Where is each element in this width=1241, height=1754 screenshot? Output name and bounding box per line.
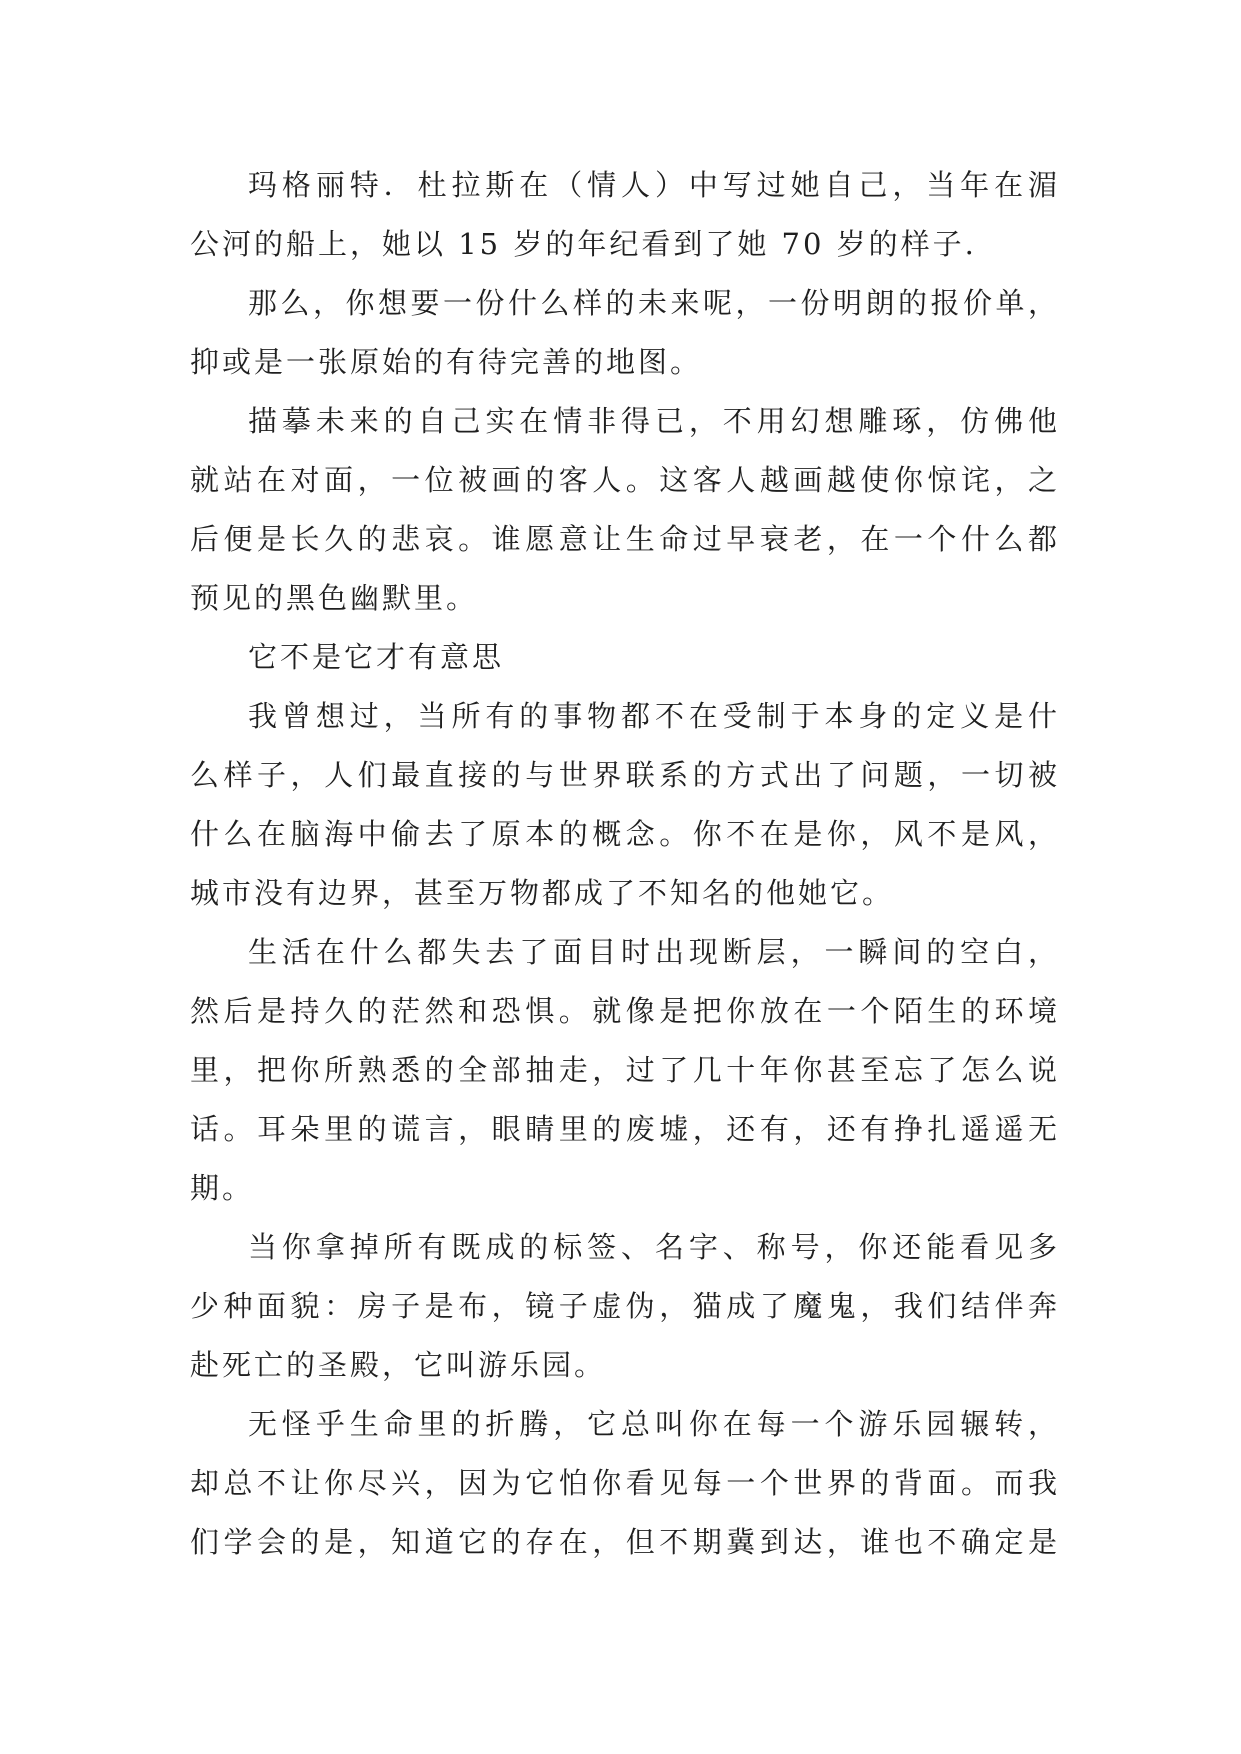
text-line: 少种面貌：房子是布，镜子虚伪，猫成了魔鬼，我们结伴奔 xyxy=(190,1289,1060,1323)
text-line: 后便是长久的悲哀。谁愿意让生命过早衰老，在一个什么都 xyxy=(190,522,1060,556)
text-line: 就站在对面，一位被画的客人。这客人越画越使你惊诧，之 xyxy=(190,463,1060,497)
text-line: 生活在什么都失去了面目时出现断层，一瞬间的空白， xyxy=(248,935,1060,969)
paragraph-3 xyxy=(190,392,1060,628)
text-line: 赴死亡的圣殿，它叫游乐园。 xyxy=(190,1348,607,1382)
text-line: 预见的黑色幽默里。 xyxy=(190,581,479,615)
text-line: 描摹未来的自己实在情非得已，不用幻想雕琢，仿佛他 xyxy=(248,404,1060,438)
text-line: 然后是持久的茫然和恐惧。就像是把你放在一个陌生的环境 xyxy=(190,994,1060,1028)
text-line: 无怪乎生命里的折腾，它总叫你在每一个游乐园辗转， xyxy=(248,1407,1060,1441)
paragraph-5 xyxy=(190,687,1060,923)
paragraph-1 xyxy=(190,156,1060,274)
text-line: 抑或是一张原始的有待完善的地图。 xyxy=(190,345,703,379)
paragraph-7 xyxy=(190,1218,1060,1395)
paragraph-8 xyxy=(190,1395,1060,1572)
text-line: 却总不让你尽兴，因为它怕你看见每一个世界的背面。而我 xyxy=(190,1466,1060,1500)
text-line: 公河的船上，她以 15 岁的年纪看到了她 70 岁的样子. xyxy=(190,227,977,261)
text-line: 它不是它才有意思 xyxy=(248,640,505,674)
text-line: 么样子，人们最直接的与世界联系的方式出了问题，一切被 xyxy=(190,758,1060,792)
text-line: 玛格丽特．杜拉斯在（情人）中写过她自己，当年在湄 xyxy=(248,168,1060,202)
section-heading xyxy=(190,628,1060,687)
text-line: 那么，你想要一份什么样的未来呢，一份明朗的报价单， xyxy=(248,286,1060,320)
text-line: 们学会的是，知道它的存在，但不期冀到达，谁也不确定是 xyxy=(190,1525,1060,1559)
text-line: 我曾想过，当所有的事物都不在受制于本身的定义是什 xyxy=(248,699,1060,733)
text-line: 里，把你所熟悉的全部抽走，过了几十年你甚至忘了怎么说 xyxy=(190,1053,1060,1087)
paragraph-6 xyxy=(190,923,1060,1218)
document-body xyxy=(190,156,1060,1572)
text-line: 什么在脑海中偷去了原本的概念。你不在是你，风不是风， xyxy=(190,817,1060,851)
text-line: 当你拿掉所有既成的标签、名字、称号，你还能看见多 xyxy=(248,1230,1060,1264)
text-line: 期。 xyxy=(190,1171,255,1205)
text-line: 话。耳朵里的谎言，眼睛里的废墟，还有，还有挣扎遥遥无 xyxy=(190,1112,1060,1146)
paragraph-2 xyxy=(190,274,1060,392)
text-line: 城市没有边界，甚至万物都成了不知名的他她它。 xyxy=(190,876,895,910)
